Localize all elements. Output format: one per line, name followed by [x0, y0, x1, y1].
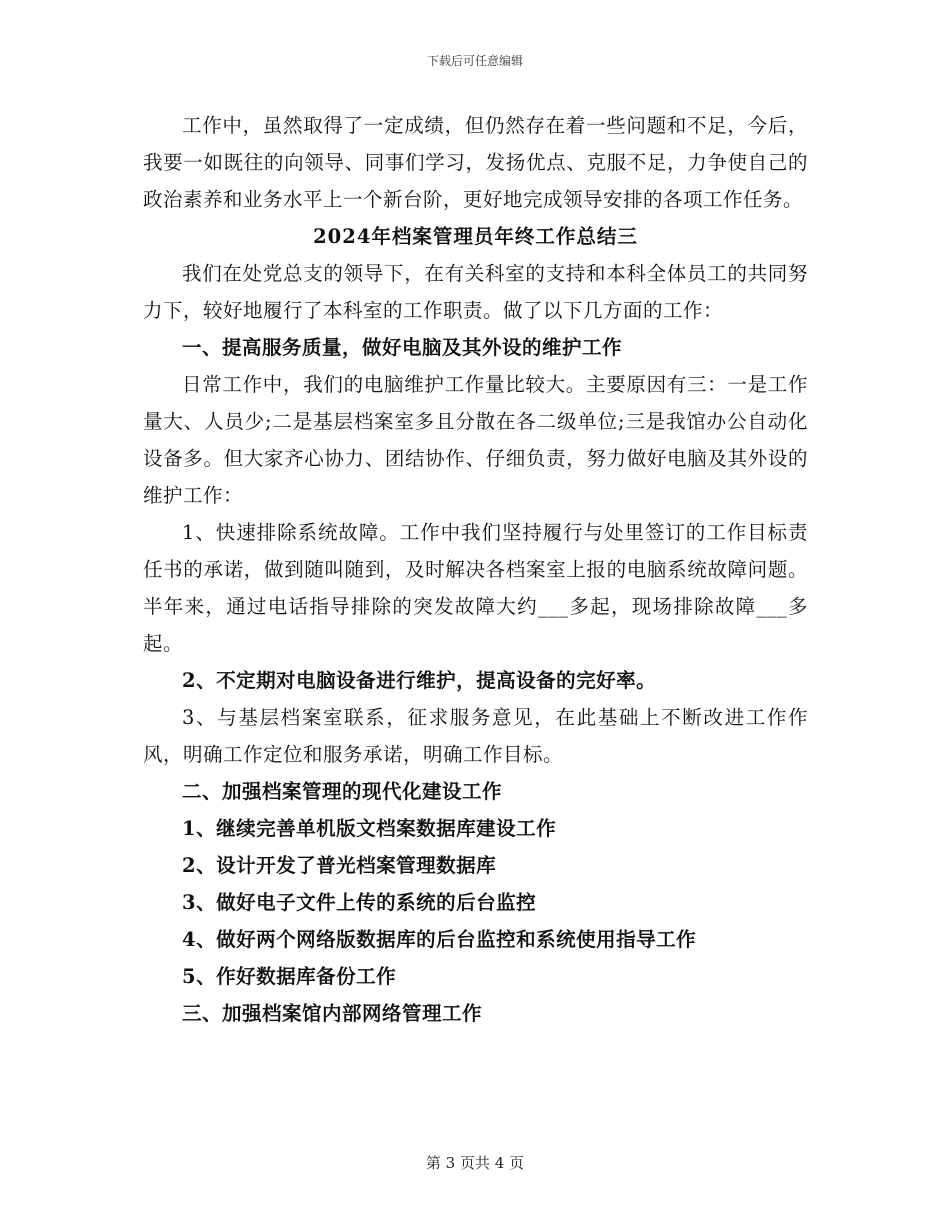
section-title: 2024年档案管理员年终工作总结三 [313, 225, 638, 248]
page-header: 下载后可任意编辑 [426, 54, 523, 68]
heading-section-3: 三、加强档案馆内部网络管理工作 [182, 1002, 483, 1025]
heading-item-2-1: 1、继续完善单机版文档案数据库建设工作 [182, 817, 557, 840]
heading-section-2: 二、加强档案管理的现代化建设工作 [182, 780, 503, 803]
paragraph-maintenance: 日常工作中，我们的电脑维护工作量比较大。主要原因有三：一是工作量大、人员少;二是基层档案室多且分散在各二级单位;三是我馆办公自动化设备多。但大家齐心协力、团结协作、仔细负责，努力做好电脑及其外设的维护工作： [143, 373, 808, 507]
paragraph-item-1-1: 1、快速排除系统故障。工作中我们坚持履行与处里签订的工作目标责任书的承诺，做到随叫随到，及时解决各档案室上报的电脑系统故障问题。半年来，通过电话指导排除的突发故障大约___多起，现场排除故障___多起。 [143, 521, 808, 655]
heading-item-2-2: 2、设计开发了普光档案管理数据库 [182, 854, 497, 877]
paragraph-item-1-3: 3、与基层档案室联系，征求服务意见，在此基础上不断改进工作作风，明确工作定位和服务承诺，明确工作目标。 [143, 706, 808, 766]
document-body [143, 107, 808, 1032]
heading-item-2-5: 5、作好数据库备份工作 [182, 965, 397, 988]
page-footer: 第 3 页共 4 页 [425, 1154, 525, 1172]
paragraph-intro: 我们在处党总支的领导下，在有关科室的支持和本科全体员工的共同努力下，较好地履行了本科室的工作职责。做了以下几方面的工作： [143, 262, 808, 322]
heading-item-2-3: 3、做好电子文件上传的系统的后台监控 [182, 891, 537, 914]
heading-item-2-4: 4、做好两个网络版数据库的后台监控和系统使用指导工作 [182, 928, 697, 951]
heading-section-1: 一、提高服务质量，做好电脑及其外设的维护工作 [182, 336, 623, 359]
paragraph-conclusion: 工作中，虽然取得了一定成绩，但仍然存在着一些问题和不足，今后，我要一如既往的向领导、同事们学习，发扬优点、克服不足，力争使自己的政治素养和业务水平上一个新台阶，更好地完成领导安排的各项工作任务。 [143, 114, 808, 211]
heading-item-1-2: 2、不定期对电脑设备进行维护，提高设备的完好率。 [182, 669, 657, 692]
